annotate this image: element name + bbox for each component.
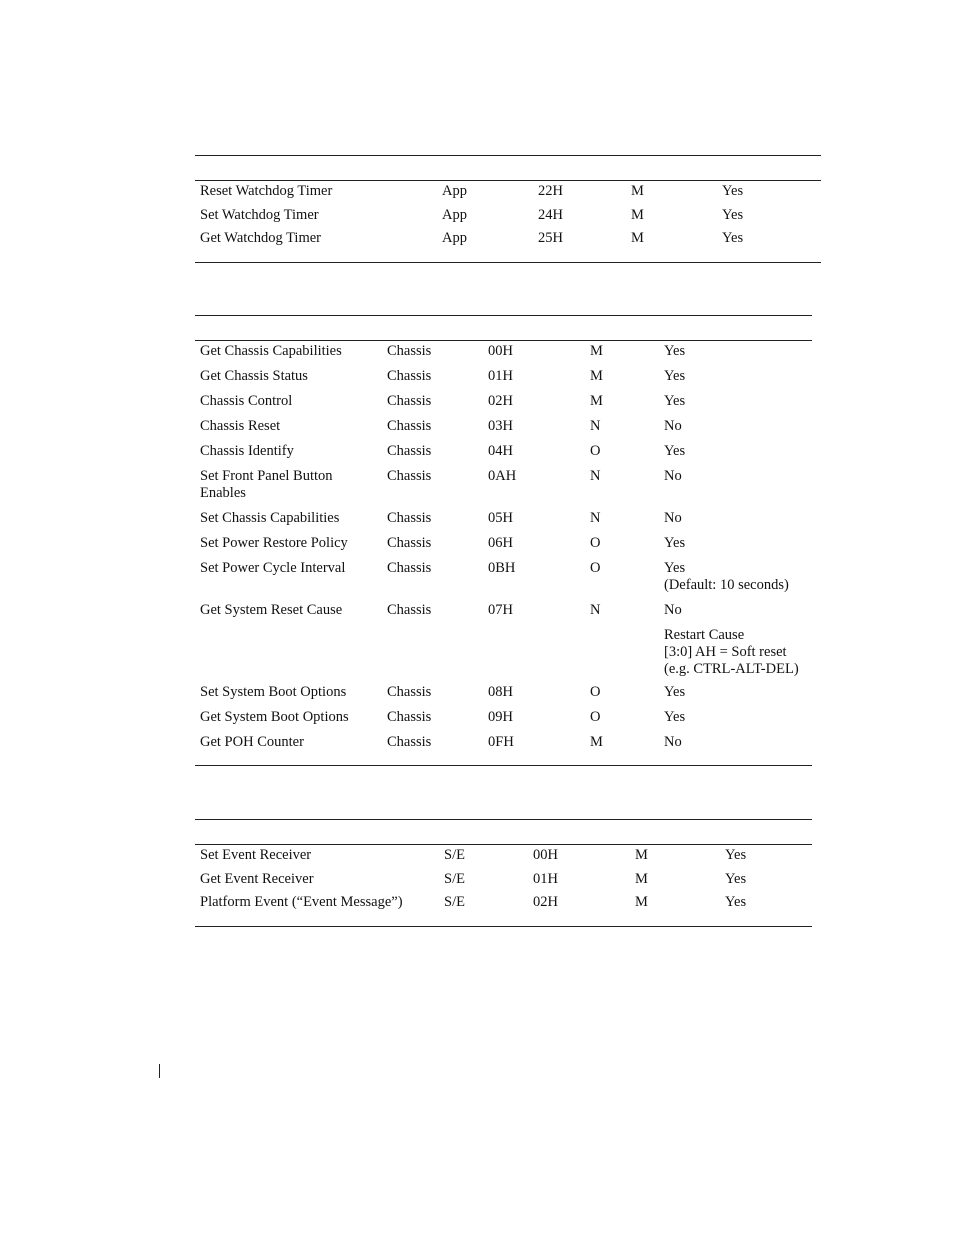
change-bar [159,1064,160,1078]
cell-cmd: 05H [488,510,513,526]
cell-cmd: 00H [488,343,513,359]
cell-supported: Restart Cause [3:0] AH = Soft reset (e.g. CTRL-ALT-DEL) [664,627,799,677]
cell-netfn: Chassis [387,602,432,618]
table-row [195,734,812,759]
cell-netfn: Chassis [387,535,432,551]
table-row [195,560,812,602]
table-row [195,343,812,368]
cell-req: M [631,206,644,223]
cell-supported: Yes [664,684,686,700]
cell-netfn: App [442,230,467,246]
table-row [195,871,812,895]
cell-netfn: Chassis [387,393,432,409]
cell-cmd: 02H [488,393,513,409]
cell-req: O [590,560,601,576]
cell-netfn: Chassis [387,684,432,700]
cell-cmd: 08H [488,684,513,700]
table-row [195,894,812,918]
cell-req: M [590,393,603,409]
cell-supported: Yes [722,230,744,246]
cell-cmd: 00H [533,847,558,863]
cell-supported: Yes [725,870,747,887]
cell-supported: Yes [725,847,747,863]
table-row [195,627,812,684]
cell-command: Get Watchdog Timer [200,230,322,246]
table-header-rule [195,156,821,181]
cell-command: Set Power Cycle Interval [200,560,346,576]
cell-supported: Yes (Default: 10 seconds) [664,560,789,593]
cell-supported: Yes [664,393,686,409]
cell-req: O [590,443,601,459]
cell-cmd: 0FH [488,734,514,750]
watchdog-commands-table [195,155,821,263]
cell-req: M [631,183,644,199]
cell-netfn: S/E [444,847,465,863]
cell-req: N [590,602,601,618]
cell-cmd: 01H [488,368,513,384]
cell-netfn: App [442,206,467,223]
cell-command: Set System Boot Options [200,684,347,700]
cell-command: Get Chassis Capabilities [200,343,342,359]
table-header-rule [195,820,812,845]
cell-command: Platform Event (“Event Message”) [200,894,403,910]
cell-command: Get Event Receiver [200,870,314,887]
table-row [195,368,812,393]
cell-req: O [590,709,601,725]
event-commands-table [195,819,812,927]
cell-cmd: 0BH [488,560,516,576]
cell-netfn: Chassis [387,368,432,384]
cell-netfn: Chassis [387,734,432,750]
cell-command: Get POH Counter [200,734,304,750]
cell-command: Set Event Receiver [200,847,312,863]
cell-command: Chassis Identify [200,443,294,459]
table-row [195,393,812,418]
cell-supported: Yes [664,709,686,725]
cell-command: Chassis Reset [200,418,281,434]
cell-supported: No [664,734,682,750]
table-row [195,230,821,254]
table-row [195,709,812,734]
cell-req: O [590,535,601,551]
cell-supported: No [664,468,682,484]
table-row [195,535,812,560]
cell-supported: No [664,602,682,618]
cell-netfn: Chassis [387,560,432,576]
cell-req: M [590,343,603,359]
cell-cmd: 02H [533,894,558,910]
cell-supported: Yes [664,343,686,359]
table-row [195,602,812,627]
table-row [195,183,821,207]
cell-cmd: 04H [488,443,513,459]
cell-cmd: 0AH [488,468,517,484]
cell-netfn: Chassis [387,443,432,459]
cell-command: Chassis Control [200,393,293,409]
cell-cmd: 25H [538,230,563,246]
cell-cmd: 22H [538,183,563,199]
cell-supported: Yes [722,206,744,223]
cell-netfn: Chassis [387,709,432,725]
cell-netfn: Chassis [387,510,432,526]
table-row [195,443,812,468]
table-header-rule [195,316,812,341]
cell-command: Get Chassis Status [200,368,308,384]
cell-command: Set Power Restore Policy [200,535,348,551]
cell-command: Get System Reset Cause [200,602,343,618]
cell-command: Get System Boot Options [200,709,349,725]
watchdog-rows [195,181,821,254]
cell-req: N [590,468,601,484]
cell-netfn: Chassis [387,343,432,359]
chassis-rows [195,341,812,759]
cell-command: Set Watchdog Timer [200,206,319,223]
cell-supported: No [664,510,682,526]
cell-supported: No [664,418,682,434]
cell-req: M [635,894,648,910]
cell-netfn: App [442,183,467,199]
cell-req: M [631,230,644,246]
cell-netfn: Chassis [387,418,432,434]
table-row [195,468,812,510]
table-row [195,510,812,535]
cell-netfn: Chassis [387,468,432,484]
cell-req: M [635,870,648,887]
cell-cmd: 09H [488,709,513,725]
cell-supported: Yes [664,535,686,551]
cell-req: M [590,368,603,384]
cell-supported: Yes [725,894,747,910]
cell-supported: Yes [722,183,744,199]
event-rows [195,845,812,918]
cell-netfn: S/E [444,894,465,910]
table-row [195,418,812,443]
cell-cmd: 24H [538,206,563,223]
cell-supported: Yes [664,368,686,384]
table-row [195,207,821,231]
chassis-commands-table [195,315,812,766]
table-row [195,684,812,709]
cell-cmd: 07H [488,602,513,618]
cell-command: Reset Watchdog Timer [200,183,333,199]
cell-command: Set Front Panel Button Enables [200,468,333,501]
cell-req: O [590,684,601,700]
cell-supported: Yes [664,443,686,459]
cell-req: M [590,734,603,750]
cell-req: N [590,418,601,434]
cell-cmd: 03H [488,418,513,434]
cell-req: M [635,847,648,863]
cell-command: Set Chassis Capabilities [200,510,340,526]
cell-cmd: 06H [488,535,513,551]
cell-cmd: 01H [533,870,558,887]
table-row [195,847,812,871]
cell-netfn: S/E [444,870,465,887]
cell-req: N [590,510,601,526]
